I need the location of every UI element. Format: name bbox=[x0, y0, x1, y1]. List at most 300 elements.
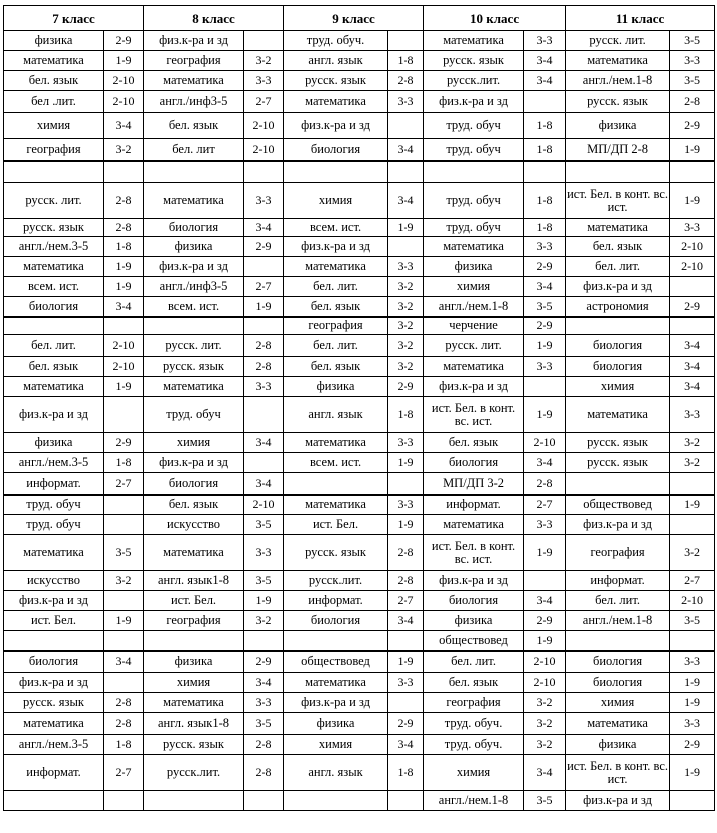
subject-cell: физика bbox=[566, 113, 670, 139]
room-cell: 3-4 bbox=[244, 473, 284, 495]
room-cell: 1-9 bbox=[670, 495, 715, 515]
subject-cell: англ./нем.3-5 bbox=[4, 237, 104, 257]
subject-cell: математика bbox=[566, 397, 670, 433]
room-cell bbox=[670, 317, 715, 335]
room-cell bbox=[104, 515, 144, 535]
subject-cell: математика bbox=[284, 673, 388, 693]
room-cell: 1-9 bbox=[104, 51, 144, 71]
subject-cell: труд. обуч bbox=[424, 219, 524, 237]
subject-cell: всем. ист. bbox=[4, 277, 104, 297]
room-cell: 3-5 bbox=[670, 71, 715, 91]
subject-cell: труд. обуч bbox=[424, 183, 524, 219]
lesson-row bbox=[4, 693, 715, 713]
subject-cell: информат. bbox=[424, 495, 524, 515]
subject-cell: биология bbox=[424, 453, 524, 473]
subject-cell: география bbox=[424, 693, 524, 713]
subject-cell: информат. bbox=[284, 591, 388, 611]
subject-cell: русск. язык bbox=[144, 357, 244, 377]
room-cell: 1-9 bbox=[524, 397, 566, 433]
room-cell: 2-8 bbox=[104, 219, 144, 237]
room-cell: 2-8 bbox=[104, 693, 144, 713]
room-cell: 1-8 bbox=[524, 139, 566, 161]
room-cell: 2-10 bbox=[524, 651, 566, 673]
room-cell: 3-3 bbox=[244, 693, 284, 713]
subject-cell: математика bbox=[4, 535, 104, 571]
room-cell bbox=[388, 473, 424, 495]
room-cell: 3-3 bbox=[524, 31, 566, 51]
subject-cell: бел. язык bbox=[144, 113, 244, 139]
room-cell: 2-7 bbox=[388, 591, 424, 611]
subject-cell: англ. язык1-8 bbox=[144, 713, 244, 735]
room-cell: 3-3 bbox=[524, 357, 566, 377]
lesson-row bbox=[4, 713, 715, 735]
subject-cell: математика bbox=[4, 51, 104, 71]
subject-cell bbox=[144, 161, 244, 183]
room-cell: 1-9 bbox=[244, 297, 284, 317]
subject-cell: химия bbox=[144, 673, 244, 693]
subject-cell: труд. обуч bbox=[144, 397, 244, 433]
room-cell: 3-2 bbox=[670, 453, 715, 473]
subject-cell: физ.к-ра и зд bbox=[566, 515, 670, 535]
room-cell: 3-2 bbox=[524, 713, 566, 735]
room-cell: 3-4 bbox=[524, 71, 566, 91]
subject-cell bbox=[566, 631, 670, 651]
subject-cell: бел. язык bbox=[4, 71, 104, 91]
room-cell: 3-3 bbox=[524, 515, 566, 535]
room-cell bbox=[388, 161, 424, 183]
subject-cell: биология bbox=[566, 357, 670, 377]
subject-cell: русск. язык bbox=[144, 735, 244, 755]
lesson-row bbox=[4, 335, 715, 357]
subject-cell: математика bbox=[284, 495, 388, 515]
subject-cell: математика bbox=[566, 713, 670, 735]
room-cell: 1-9 bbox=[244, 591, 284, 611]
room-cell: 1-8 bbox=[104, 453, 144, 473]
subject-cell: математика bbox=[4, 257, 104, 277]
subject-cell: физ.к-ра и зд bbox=[424, 377, 524, 397]
lesson-row bbox=[4, 297, 715, 317]
room-cell: 2-9 bbox=[104, 433, 144, 453]
room-cell: 3-3 bbox=[670, 397, 715, 433]
subject-cell: математика bbox=[284, 257, 388, 277]
room-cell: 3-4 bbox=[524, 755, 566, 791]
room-cell: 2-9 bbox=[244, 237, 284, 257]
room-cell: 2-7 bbox=[524, 495, 566, 515]
subject-cell bbox=[284, 791, 388, 811]
subject-cell bbox=[284, 161, 388, 183]
room-cell: 1-9 bbox=[388, 515, 424, 535]
subject-cell: труд. обуч. bbox=[424, 713, 524, 735]
subject-cell: биология bbox=[566, 651, 670, 673]
room-cell bbox=[244, 31, 284, 51]
room-cell: 3-5 bbox=[244, 571, 284, 591]
room-cell: 2-10 bbox=[670, 257, 715, 277]
subject-cell: химия bbox=[4, 113, 104, 139]
room-cell bbox=[388, 791, 424, 811]
subject-cell: физ.к-ра и зд bbox=[284, 237, 388, 257]
room-cell bbox=[670, 277, 715, 297]
lesson-row bbox=[4, 113, 715, 139]
subject-cell: русск. язык bbox=[566, 453, 670, 473]
subject-cell: география bbox=[144, 611, 244, 631]
room-cell bbox=[104, 631, 144, 651]
subject-cell: искусство bbox=[4, 571, 104, 591]
room-cell: 3-4 bbox=[104, 297, 144, 317]
room-cell: 2-10 bbox=[104, 335, 144, 357]
subject-cell: труд. обуч bbox=[4, 515, 104, 535]
subject-cell bbox=[4, 631, 104, 651]
lesson-row bbox=[4, 317, 715, 335]
lesson-row bbox=[4, 51, 715, 71]
room-cell: 3-4 bbox=[244, 673, 284, 693]
lesson-row bbox=[4, 183, 715, 219]
room-cell: 2-7 bbox=[104, 473, 144, 495]
room-cell: 3-2 bbox=[244, 611, 284, 631]
room-cell bbox=[244, 631, 284, 651]
subject-cell: русск. лит. bbox=[424, 335, 524, 357]
subject-cell: ист. Бел. в конт. вс. ист. bbox=[424, 535, 524, 571]
room-cell: 3-3 bbox=[244, 535, 284, 571]
room-cell: 3-2 bbox=[388, 335, 424, 357]
subject-cell: информат. bbox=[566, 571, 670, 591]
room-cell: 3-3 bbox=[524, 237, 566, 257]
subject-cell: русск. язык bbox=[4, 693, 104, 713]
room-cell: 1-9 bbox=[670, 183, 715, 219]
room-cell: 3-4 bbox=[244, 219, 284, 237]
subject-cell: труд. обуч bbox=[424, 113, 524, 139]
subject-cell: биология bbox=[566, 335, 670, 357]
subject-cell: обществовед bbox=[566, 495, 670, 515]
subject-cell: русск. язык bbox=[4, 219, 104, 237]
subject-cell bbox=[566, 317, 670, 335]
lesson-row bbox=[4, 651, 715, 673]
room-cell: 2-10 bbox=[670, 591, 715, 611]
subject-cell: русск. язык bbox=[284, 71, 388, 91]
room-cell: 2-9 bbox=[244, 651, 284, 673]
room-cell bbox=[104, 397, 144, 433]
room-cell: 3-4 bbox=[388, 611, 424, 631]
room-cell: 3-2 bbox=[388, 297, 424, 317]
room-cell: 2-10 bbox=[244, 139, 284, 161]
room-cell: 2-10 bbox=[104, 357, 144, 377]
subject-cell: математика bbox=[4, 377, 104, 397]
room-cell: 1-8 bbox=[524, 219, 566, 237]
lesson-row bbox=[4, 31, 715, 51]
lesson-row bbox=[4, 71, 715, 91]
subject-cell: математика bbox=[144, 183, 244, 219]
room-cell bbox=[670, 161, 715, 183]
subject-cell: бел. лит. bbox=[284, 277, 388, 297]
room-cell bbox=[388, 631, 424, 651]
subject-cell: информат. bbox=[4, 473, 104, 495]
room-cell: 2-9 bbox=[524, 611, 566, 631]
subject-cell: англ./нем.1-8 bbox=[566, 611, 670, 631]
subject-cell bbox=[566, 161, 670, 183]
subject-cell: физ.к-ра и зд bbox=[144, 257, 244, 277]
subject-cell: русск. лит. bbox=[144, 335, 244, 357]
subject-cell: черчение bbox=[424, 317, 524, 335]
subject-cell: химия bbox=[284, 735, 388, 755]
room-cell: 1-9 bbox=[388, 453, 424, 473]
room-cell: 1-9 bbox=[104, 257, 144, 277]
room-cell: 1-9 bbox=[670, 755, 715, 791]
room-cell: 3-5 bbox=[244, 515, 284, 535]
subject-cell: физика bbox=[566, 735, 670, 755]
class-header: 10 класс bbox=[424, 6, 566, 31]
room-cell: 2-9 bbox=[104, 31, 144, 51]
room-cell bbox=[388, 237, 424, 257]
lesson-row bbox=[4, 257, 715, 277]
room-cell: 1-8 bbox=[388, 755, 424, 791]
subject-cell: русск. язык bbox=[566, 91, 670, 113]
subject-cell: математика bbox=[566, 219, 670, 237]
class-header: 7 класс bbox=[4, 6, 144, 31]
subject-cell bbox=[144, 317, 244, 335]
subject-cell: математика bbox=[4, 713, 104, 735]
subject-cell: труд. обуч. bbox=[424, 735, 524, 755]
lesson-row bbox=[4, 357, 715, 377]
room-cell bbox=[244, 791, 284, 811]
lesson-row bbox=[4, 515, 715, 535]
room-cell: 3-2 bbox=[104, 571, 144, 591]
subject-cell: МП/ДП 2-8 bbox=[566, 139, 670, 161]
subject-cell: бел. язык bbox=[424, 673, 524, 693]
room-cell: 1-9 bbox=[388, 219, 424, 237]
room-cell bbox=[670, 631, 715, 651]
subject-cell: биология bbox=[144, 219, 244, 237]
room-cell: 3-2 bbox=[244, 51, 284, 71]
lesson-row bbox=[4, 377, 715, 397]
room-cell: 2-8 bbox=[524, 473, 566, 495]
subject-cell: русск. лит. bbox=[566, 31, 670, 51]
room-cell: 2-8 bbox=[244, 357, 284, 377]
lesson-row bbox=[4, 139, 715, 161]
subject-cell: география bbox=[566, 535, 670, 571]
room-cell: 3-2 bbox=[670, 535, 715, 571]
room-cell: 1-9 bbox=[104, 611, 144, 631]
room-cell: 3-4 bbox=[524, 453, 566, 473]
subject-cell bbox=[566, 473, 670, 495]
subject-cell: география bbox=[4, 139, 104, 161]
subject-cell: ист. Бел. bbox=[144, 591, 244, 611]
subject-cell: химия bbox=[566, 693, 670, 713]
subject-cell: русск.лит. bbox=[284, 571, 388, 591]
room-cell: 2-9 bbox=[670, 113, 715, 139]
room-cell: 3-3 bbox=[388, 433, 424, 453]
subject-cell: англ. язык bbox=[284, 755, 388, 791]
room-cell: 2-8 bbox=[104, 713, 144, 735]
subject-cell: англ./нем.3-5 bbox=[4, 735, 104, 755]
room-cell: 3-5 bbox=[524, 297, 566, 317]
room-cell bbox=[524, 571, 566, 591]
room-cell bbox=[244, 317, 284, 335]
lesson-row bbox=[4, 735, 715, 755]
subject-cell: физ.к-ра и зд bbox=[566, 277, 670, 297]
room-cell bbox=[524, 377, 566, 397]
room-cell: 2-9 bbox=[670, 735, 715, 755]
room-cell: 2-10 bbox=[524, 673, 566, 693]
room-cell: 3-3 bbox=[670, 219, 715, 237]
subject-cell: бел. лит. bbox=[4, 335, 104, 357]
room-cell: 3-3 bbox=[244, 377, 284, 397]
subject-cell: физ.к-ра и зд bbox=[424, 571, 524, 591]
subject-cell: бел. язык bbox=[424, 433, 524, 453]
room-cell: 3-5 bbox=[244, 713, 284, 735]
room-cell: 2-8 bbox=[670, 91, 715, 113]
subject-cell: физ.к-ра и зд bbox=[284, 693, 388, 713]
subject-cell: биология bbox=[284, 611, 388, 631]
lesson-row bbox=[4, 791, 715, 811]
subject-cell: бел. язык bbox=[566, 237, 670, 257]
subject-cell: бел. лит. bbox=[566, 257, 670, 277]
subject-cell: математика bbox=[144, 535, 244, 571]
room-cell bbox=[104, 791, 144, 811]
subject-cell bbox=[284, 473, 388, 495]
subject-cell: математика bbox=[424, 31, 524, 51]
room-cell: 3-3 bbox=[670, 51, 715, 71]
room-cell: 2-9 bbox=[524, 257, 566, 277]
subject-cell: труд. обуч. bbox=[284, 31, 388, 51]
subject-cell: обществовед bbox=[284, 651, 388, 673]
room-cell: 1-8 bbox=[104, 735, 144, 755]
room-cell: 2-9 bbox=[388, 377, 424, 397]
room-cell: 2-7 bbox=[670, 571, 715, 591]
room-cell: 2-8 bbox=[388, 535, 424, 571]
room-cell bbox=[104, 161, 144, 183]
subject-cell: математика bbox=[144, 71, 244, 91]
room-cell: 3-4 bbox=[670, 335, 715, 357]
room-cell bbox=[104, 673, 144, 693]
subject-cell: бел. язык bbox=[144, 495, 244, 515]
subject-cell: бел. язык bbox=[284, 357, 388, 377]
subject-cell: обществовед bbox=[424, 631, 524, 651]
subject-cell: биология bbox=[284, 139, 388, 161]
subject-cell: англ./нем.1-8 bbox=[566, 71, 670, 91]
room-cell: 3-2 bbox=[388, 277, 424, 297]
room-cell: 2-8 bbox=[244, 335, 284, 357]
room-cell: 1-9 bbox=[670, 693, 715, 713]
lesson-row bbox=[4, 591, 715, 611]
room-cell bbox=[244, 397, 284, 433]
subject-cell bbox=[144, 631, 244, 651]
room-cell: 3-4 bbox=[670, 357, 715, 377]
room-cell: 2-10 bbox=[104, 91, 144, 113]
subject-cell: бел. язык bbox=[4, 357, 104, 377]
room-cell: 3-4 bbox=[244, 433, 284, 453]
subject-cell: англ./нем.3-5 bbox=[4, 453, 104, 473]
lesson-row bbox=[4, 397, 715, 433]
subject-cell: всем. ист. bbox=[144, 297, 244, 317]
room-cell: 1-8 bbox=[104, 237, 144, 257]
subject-cell: физика bbox=[144, 237, 244, 257]
subject-cell: бел .лит. bbox=[4, 91, 104, 113]
timetable-body bbox=[4, 31, 715, 811]
subject-cell: физика bbox=[4, 433, 104, 453]
class-header: 8 класс bbox=[144, 6, 284, 31]
subject-cell: русск. язык bbox=[424, 51, 524, 71]
room-cell: 1-8 bbox=[388, 397, 424, 433]
lesson-row bbox=[4, 473, 715, 495]
room-cell bbox=[670, 515, 715, 535]
room-cell: 3-4 bbox=[524, 277, 566, 297]
lesson-row bbox=[4, 91, 715, 113]
lesson-row bbox=[4, 755, 715, 791]
lesson-row bbox=[4, 219, 715, 237]
subject-cell: биология bbox=[566, 673, 670, 693]
lesson-row bbox=[4, 571, 715, 591]
subject-cell: англ./нем.1-8 bbox=[424, 791, 524, 811]
room-cell: 2-10 bbox=[244, 113, 284, 139]
room-cell: 1-8 bbox=[524, 183, 566, 219]
room-cell: 2-9 bbox=[670, 297, 715, 317]
subject-cell: химия bbox=[424, 277, 524, 297]
room-cell: 3-3 bbox=[388, 673, 424, 693]
room-cell: 1-8 bbox=[388, 51, 424, 71]
lesson-row bbox=[4, 237, 715, 257]
lesson-row bbox=[4, 277, 715, 297]
room-cell bbox=[104, 495, 144, 515]
room-cell: 3-3 bbox=[388, 257, 424, 277]
timetable bbox=[3, 5, 715, 811]
room-cell bbox=[244, 453, 284, 473]
subject-cell: бел. лит. bbox=[284, 335, 388, 357]
subject-cell: химия bbox=[284, 183, 388, 219]
subject-cell: физ.к-ра и зд bbox=[284, 113, 388, 139]
subject-cell: англ. язык bbox=[284, 51, 388, 71]
subject-cell: математика bbox=[144, 693, 244, 713]
room-cell bbox=[244, 257, 284, 277]
room-cell bbox=[388, 113, 424, 139]
room-cell: 2-9 bbox=[524, 317, 566, 335]
subject-cell: МП/ДП 3-2 bbox=[424, 473, 524, 495]
room-cell: 3-2 bbox=[388, 357, 424, 377]
room-cell: 2-7 bbox=[244, 91, 284, 113]
subject-cell: ист. Бел. в конт. вс. ист. bbox=[424, 397, 524, 433]
room-cell: 3-2 bbox=[388, 317, 424, 335]
class-header: 9 класс bbox=[284, 6, 424, 31]
subject-cell bbox=[4, 161, 104, 183]
subject-cell: бел. лит bbox=[144, 139, 244, 161]
room-cell: 2-10 bbox=[524, 433, 566, 453]
subject-cell: ист. Бел. bbox=[4, 611, 104, 631]
subject-cell: физ.к-ра и зд bbox=[4, 673, 104, 693]
subject-cell: математика bbox=[424, 237, 524, 257]
room-cell: 3-3 bbox=[388, 495, 424, 515]
room-cell: 3-4 bbox=[670, 377, 715, 397]
room-cell: 2-10 bbox=[670, 237, 715, 257]
lesson-row bbox=[4, 433, 715, 453]
subject-cell: англ. язык bbox=[284, 397, 388, 433]
subject-cell: астрономия bbox=[566, 297, 670, 317]
subject-cell: физ.к-ра и зд bbox=[144, 31, 244, 51]
subject-cell: бел. лит. bbox=[424, 651, 524, 673]
room-cell: 3-2 bbox=[524, 735, 566, 755]
subject-cell: ист. Бел. в конт. вс. ист. bbox=[566, 183, 670, 219]
subject-cell: англ./инф3-5 bbox=[144, 91, 244, 113]
room-cell: 3-4 bbox=[104, 113, 144, 139]
subject-cell: химия bbox=[424, 755, 524, 791]
room-cell: 1-9 bbox=[104, 277, 144, 297]
room-cell: 1-9 bbox=[104, 377, 144, 397]
subject-cell bbox=[144, 791, 244, 811]
subject-cell: физика bbox=[424, 611, 524, 631]
subject-cell: биология bbox=[4, 651, 104, 673]
subject-cell: химия bbox=[566, 377, 670, 397]
subject-cell: биология bbox=[144, 473, 244, 495]
room-cell bbox=[670, 791, 715, 811]
room-cell: 2-8 bbox=[104, 183, 144, 219]
subject-cell: бел. лит. bbox=[566, 591, 670, 611]
